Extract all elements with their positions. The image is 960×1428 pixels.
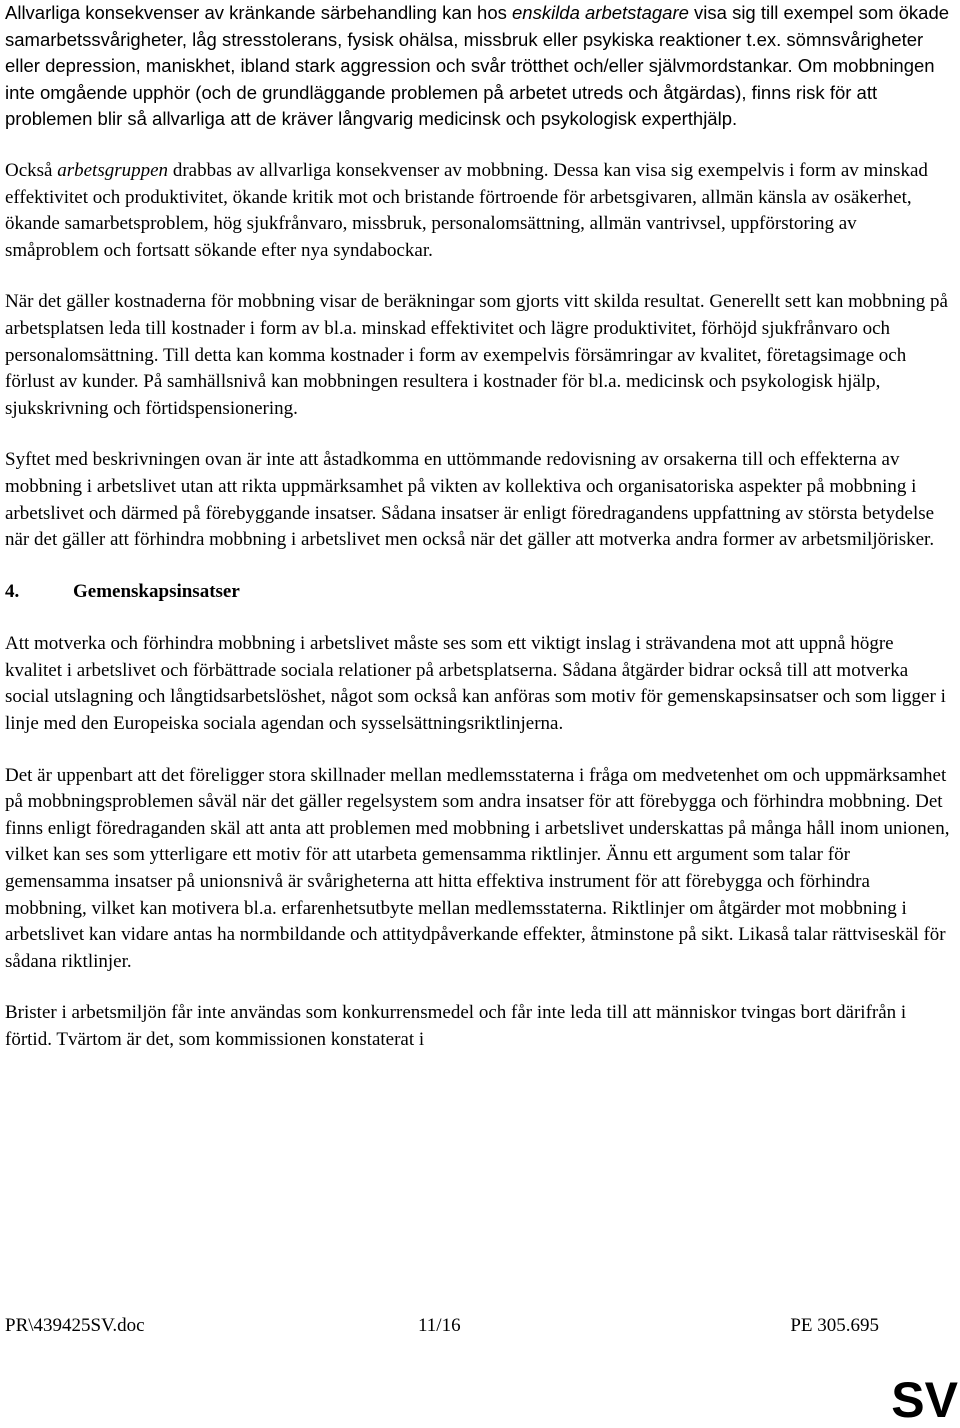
text-span: Allvarliga konsekvenser av kränkande särbehandling kan hos <box>5 2 512 23</box>
language-code: SV <box>891 1372 958 1428</box>
paragraph-member-states: Det är uppenbart att det föreligger stora skillnader mellan medlemsstaterna i fråga om medvetenhet om och uppmärksamhet på mobbningsproblemen såväl när det gäller regelsystem som andra insatser för att förebygga och förhindra mobbning. Det finns enligt föredraganden skäl att anta att problemen med mobbning i arbetslivet underskattas på många håll inom unionen, vilket kan ses som ytterligare ett motiv för att utarbeta gemensamma riktlinjer. Ännu ett argument som talar för gemensamma insatser på unionsnivå är svårigheterna att hitta effektiva instrument för att förebygga och förhindra mobbning, vilket kan motivera bl.a. erfarenhetsutbyte mellan medlemsstaterna. Riktlinjer om åtgärder mot mobbning i arbetslivet kan vidare antas ha normbildande och attitydpåverkande effekter, åtminstone på sikt. Likaså talar rättviseskäl för sådana riktlinjer. <box>5 764 950 972</box>
emphasis-work-group: arbetsgruppen <box>57 159 169 181</box>
paragraph-individual-consequences <box>5 0 955 133</box>
footer-page-number: 11/16 <box>418 1315 461 1336</box>
emphasis-individual-workers: enskilda arbetstagare <box>512 2 689 23</box>
section-heading <box>5 579 955 606</box>
footer-doc-ref: PR\439425SV.doc <box>5 1315 145 1336</box>
text-span: drabbas av allvarliga konsekvenser av mobbning. <box>168 159 549 181</box>
paragraph-work-environment: Brister i arbetsmiljön får inte användas som konkurrensmedel och får inte leda till att människor tvingas bort därifrån i förtid. Tvärtom är det, som kommissionen konstaterat i <box>5 1002 907 1050</box>
text-span: Dessa kan visa sig exempelvis i form av minskad effektivitet och produktivitet, ökande kritik mot och bristande förtroende för arbetsgivaren, allmän känsla av osäkerhet, ökande samarbetsproblem, hög sjukfrånvaro, missbruk, personalomsättning, allmän vantrivsel, uppförstoring av småproblem och fortsatt sökande efter nya syndabockar. <box>5 159 928 261</box>
paragraph-community-measures: Att motverka och förhindra mobbning i arbetslivet måste ses som ett viktigt inslag i strävandena mot att uppnå högre kvalitet i arbetslivet och förbättrade sociala relationer på arbetsplatserna. Sådana åtgärder bidrar också till att motverka social utslagning och långtidsarbetslöshet, något som också kan anföras som motiv för gemenskapsinsatser och som ligger i linje med den Europeiska sociala agendan och sysselsättningsriktlinjerna. <box>5 633 946 735</box>
text-span: Om mobbningen inte omgående upphör (och de grundläggande problemen på arbetet utreds och åtgärdas), finns risk för att problemen blir så allvarliga att de kräver långvarig medicinsk och psykologisk experthjälp. <box>5 55 935 130</box>
text-span: Också <box>5 159 58 181</box>
paragraph-group-consequences <box>5 158 955 264</box>
document-page <box>5 0 955 1079</box>
section-number: 4. <box>5 580 20 602</box>
paragraph-costs: När det gäller kostnaderna för mobbning visar de beräkningar som gjorts vitt skilda resultat. Generellt sett kan mobbning på arbetsplatsen leda till kostnader i form av bl.a. minskad effektivitet och lägre produktivitet, förhöjd sjukfrånvaro och personalomsättning. Till detta kan komma kostnader i form av exempelvis försämringar av kvalitet, företagsimage och förlust av kunder. På samhällsnivå kan mobbningen resultera i kostnader för bl.a. medicinsk och psykologisk hjälp, sjukskrivning och förtidspensionering. <box>5 291 948 419</box>
text-span: visa sig till exempel som ökade samarbetssvårigheter, låg stresstolerans, fysisk ohälsa, missbruk eller psykiska reaktioner t.ex. sömnsvårigheter eller depression, maniskhet, ibland stark aggression och svår trötthet och/eller självmordstankar. <box>5 2 950 77</box>
paragraph-purpose: Syftet med beskrivningen ovan är inte att åstadkomma en uttömmande redovisning av orsakerna till och effekterna av mobbning i arbetslivet utan att rikta uppmärksamhet på vikten av kollektiva och organisatoriska aspekter på mobbning i arbetslivet och därmed på förebyggande insatser. Sådana insatser är enligt föredragandens uppfattning av största betydelse när det gäller att förhindra mobbning i arbetslivet men också när det gäller att motverka andra former av arbetsmiljörisker. <box>5 449 935 551</box>
footer-pe-ref: PE 305.695 <box>790 1315 879 1336</box>
section-title: Gemenskapsinsatser <box>73 580 240 602</box>
